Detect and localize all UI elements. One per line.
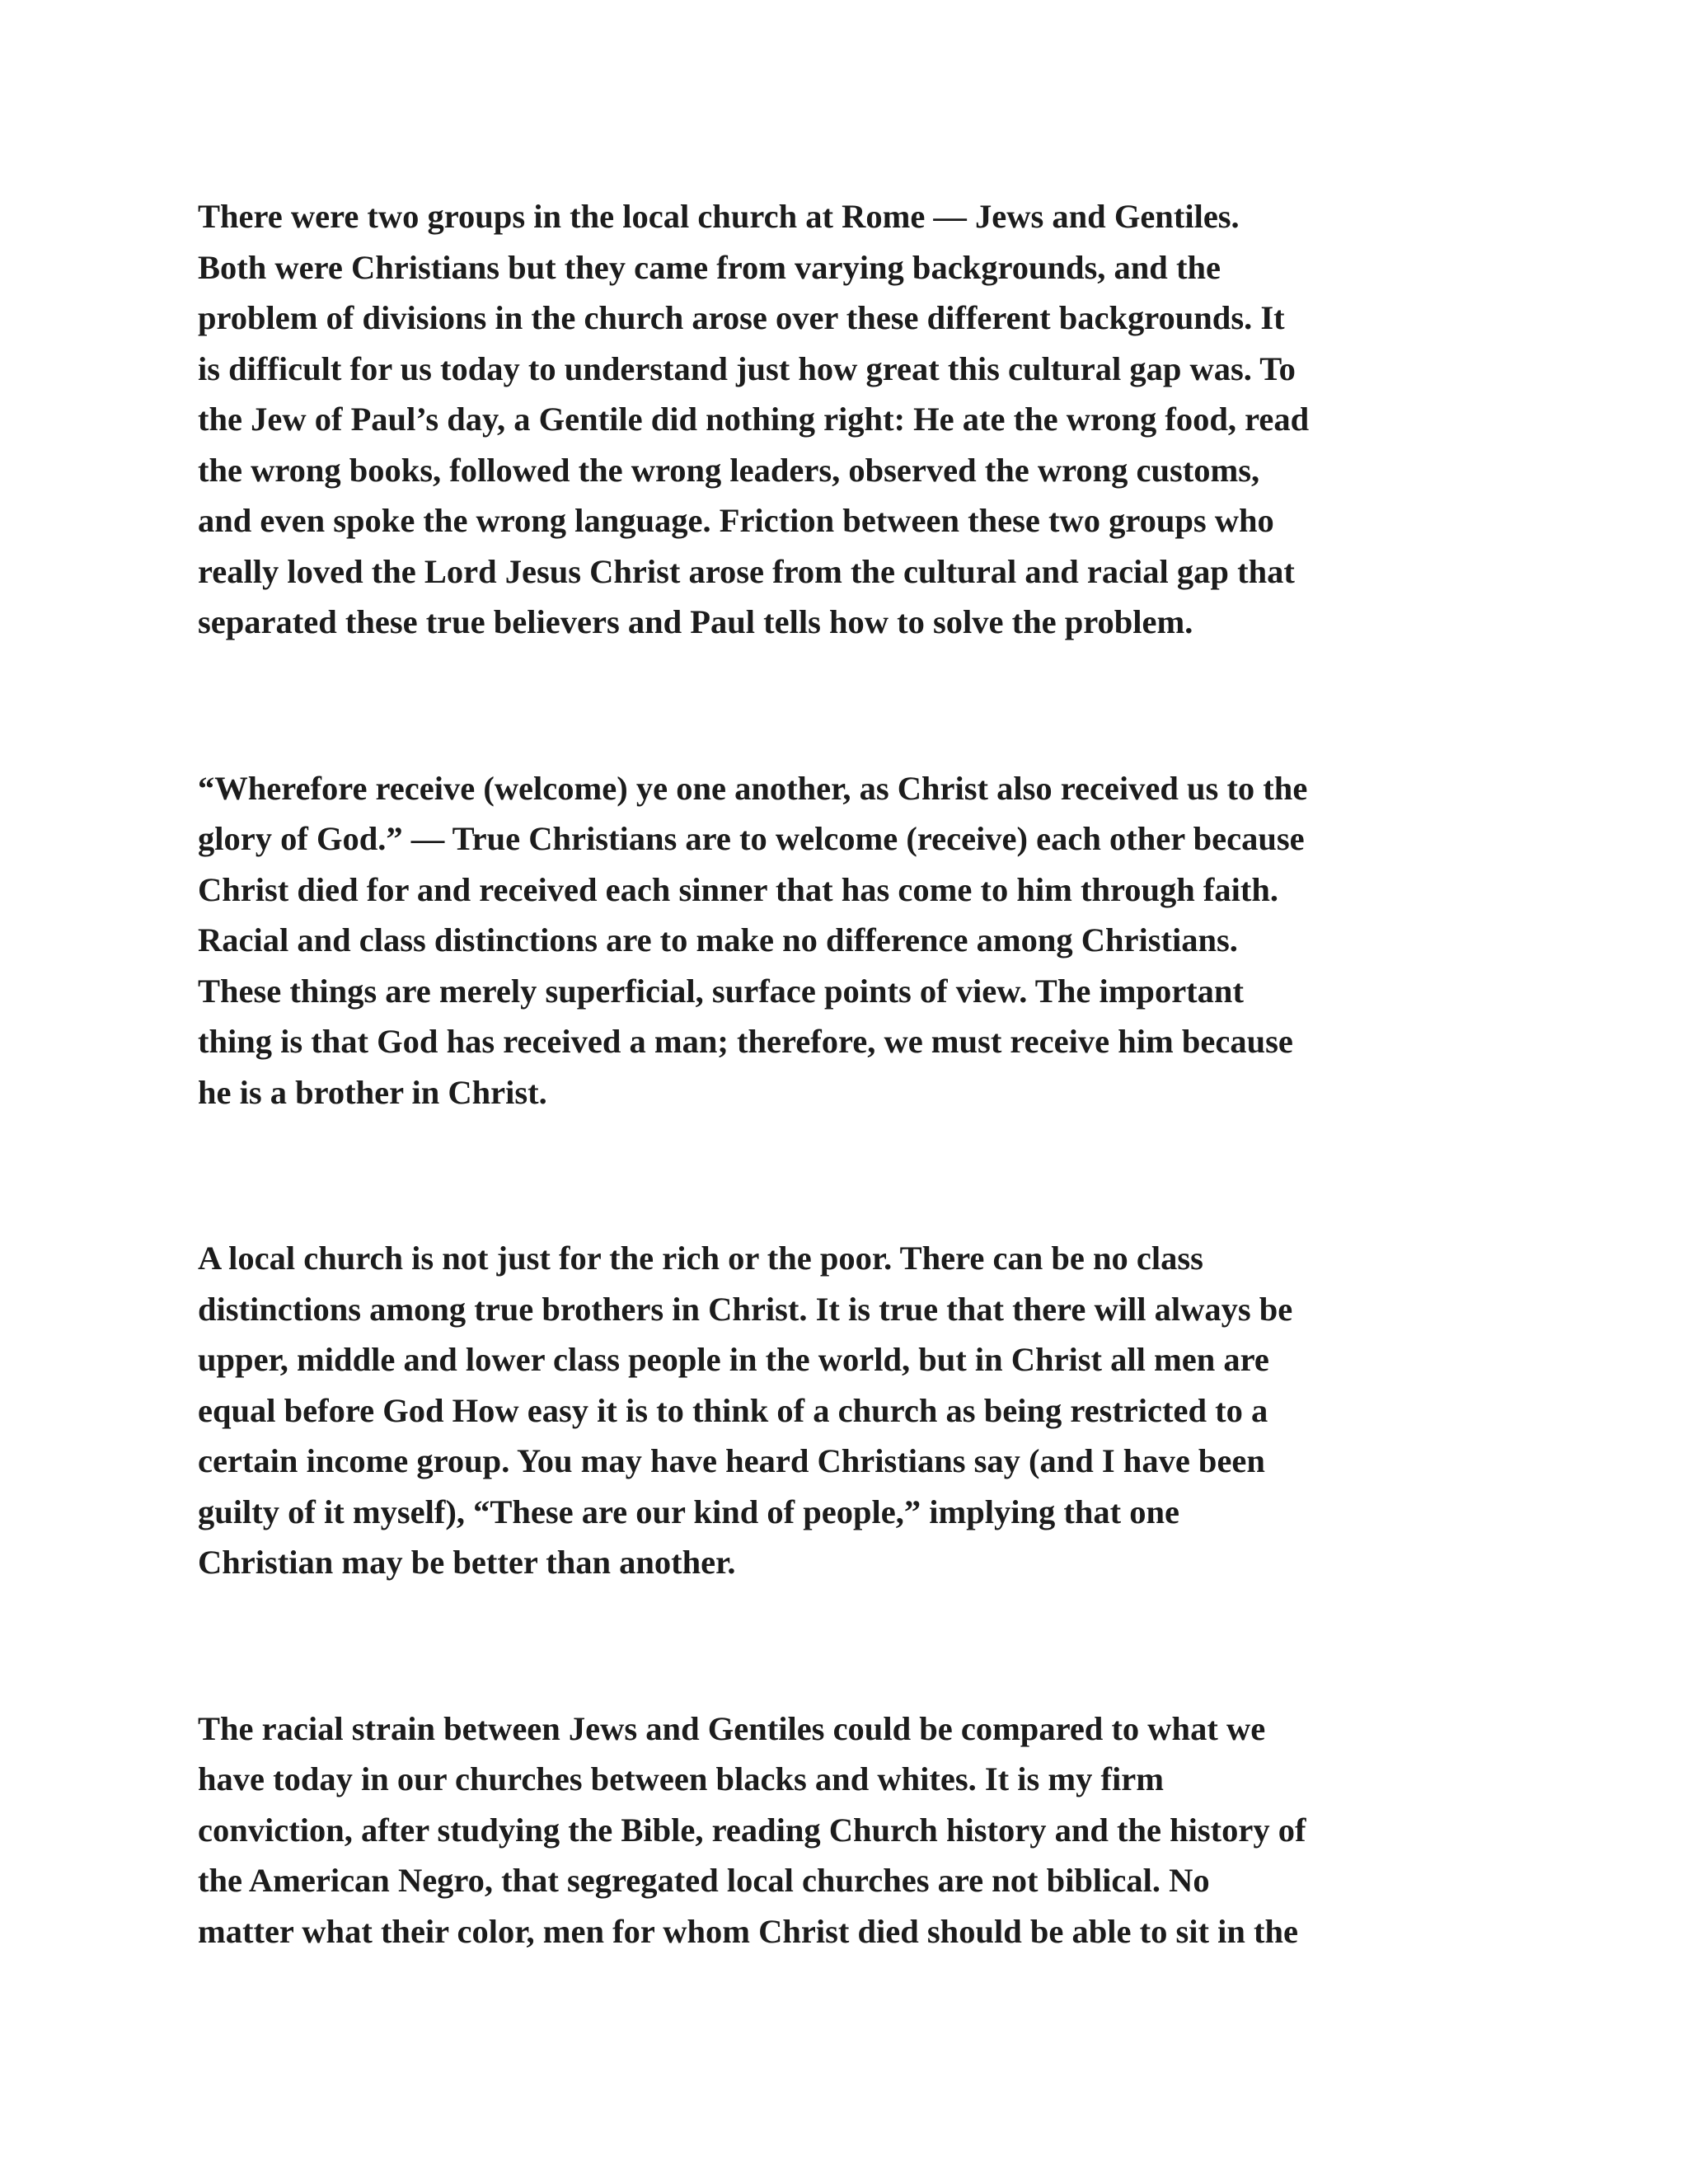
paragraph-3: A local church is not just for the rich or the poor. There can be no class distinctions among true brothers in Christ. It is true that there will always be upper, middle and lower class people in the world, but in Christ all men are equal before God How easy it is to think of a church as being restricted to a certain income group. You may have heard Christians say (and I have been guilty of it myself), “These are our kind of people,” implying that one Christian may be better than another. [198,1240,1293,1581]
paragraph-1: There were two groups in the local church at Rome — Jews and Gentiles. Both were Christians but they came from varying backgrounds, and the problem of divisions in the church arose over these different backgrounds. It is difficult for us today to understand just how great this cultural gap was. To the Jew of Paul’s day, a Gentile did nothing right: He ate the wrong food, read the wrong books, followed the wrong leaders, observed the wrong customs, and even spoke the wrong language. Friction between these two groups who really loved the Lord Jesus Christ arose from the cultural and racial gap that separated these true believers and Paul tells how to solve the problem. [198,198,1310,640]
document-body [198,191,1517,1957]
paragraph-4: The racial strain between Jews and Gentiles could be compared to what we have today in our churches between blacks and whites. It is my firm conviction, after studying the Bible, reading Church history and the history of the American Negro, that segregated local churches are not biblical. No matter what their color, men for whom Christ died should be able to sit in the [198,1709,1306,1950]
paragraph-2: “Wherefore receive (welcome) ye one another, as Christ also received us to the glory of God.” — True Christians are to welcome (receive) each other because Christ died for and received each sinner that has come to him through faith. Racial and class distinctions are to make no difference among Christians. These things are merely superficial, surface points of view. The important thing is that God has received a man; therefore, we must receive him because he is a brother in Christ. [198,769,1308,1111]
